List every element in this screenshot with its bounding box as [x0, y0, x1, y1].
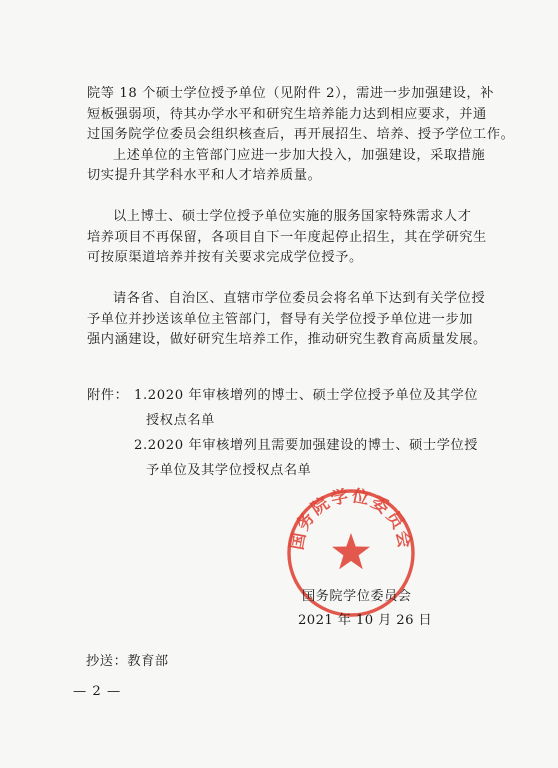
text-line: 过国务院学位委员会组织核查后，再开展招生、培养、授予学位工作。: [87, 127, 515, 142]
attachment-2-title-cont: 予单位及其学位授权点名单: [146, 463, 312, 478]
text-line: 以上博士、硕士学位授予单位实施的服务国家特殊需求人才: [113, 209, 472, 224]
signature-date: 2021 年 10 月 26 日: [298, 613, 433, 628]
cc-recipients: 抄送：教育部: [86, 654, 169, 669]
attachment-1-title-cont: 授权点名单: [146, 413, 215, 428]
text-line: 切实提升其学科水平和人才培养质量。: [87, 168, 322, 183]
signature-organization: 国务院学位委员会: [302, 589, 412, 604]
text-line: 请各省、自治区、直辖市学位委员会将名单下达到有关学位授: [113, 291, 486, 306]
attachment-1-title: 1.2020 年审核增列的博士、硕士学位授予单位及其学位: [134, 388, 479, 403]
text-line: 院等 18 个硕士学位授予单位（见附件 2），需进一步加强建设，补: [87, 86, 495, 101]
paragraph-instructions: [87, 289, 487, 351]
paragraph-programs: [87, 207, 487, 269]
attachment-2-title: 2.2020 年审核增列且需要加强建设的博士、硕士学位授: [134, 438, 479, 453]
text-line: 强内涵建设，做好研究生培养工作，推动研究生教育高质量发展。: [87, 332, 487, 347]
paragraph-continuation: [87, 84, 515, 187]
text-line: 培养项目不再保留，各项目自下一年度起停止招生，其在学研究生: [87, 229, 487, 245]
text-line: 可按原渠道培养并按有关要求完成学位授予。: [87, 250, 363, 265]
seal-text: 国务院学位委员会: [287, 487, 415, 552]
text-line: 短板强弱项，待其办学水平和研究生培养能力达到相应要求，并通: [87, 106, 487, 122]
attachments-label: 附件：: [87, 388, 129, 403]
page-number: — 2 —: [73, 684, 122, 699]
text-line: 上述单位的主管部门应进一步加大投入，加强建设，采取措施: [113, 147, 486, 163]
text-line: 予单位并抄送该单位主管部门，督导有关学位授予单位进一步加: [87, 311, 474, 327]
